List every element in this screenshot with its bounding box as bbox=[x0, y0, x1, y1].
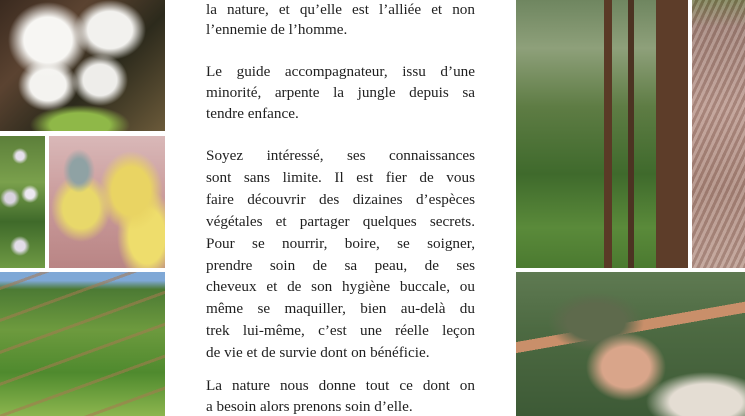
text-line: sont sans limite. Il est fier de vous bbox=[206, 169, 475, 186]
text-line: tendre enfance. bbox=[206, 105, 299, 122]
text-line: prendre soin de sa peau, de ses bbox=[206, 257, 475, 274]
text-line: Pour se nourrir, boire, se soigner, bbox=[206, 235, 475, 252]
text-line: Le guide accompagnateur, issu d’une bbox=[206, 63, 475, 80]
text-line: a besoin alors prenons soin d’elle. bbox=[206, 398, 413, 415]
cotton-photo bbox=[0, 0, 165, 131]
text-line: Soyez intéressé, ses connaissances bbox=[206, 147, 475, 164]
text-line: l’ennemie de l’homme. bbox=[206, 21, 348, 38]
text-line: de vie et de survie dont on bénéficie. bbox=[206, 344, 430, 361]
text-line: même se maquiller, bien au-delà du bbox=[206, 300, 475, 317]
text-line: faire découvrir des dizaines d’espèces bbox=[206, 191, 475, 208]
cashew-photo bbox=[49, 136, 165, 268]
text-line: végétales et partager quelques secrets. bbox=[206, 213, 475, 230]
guide-photo bbox=[516, 272, 745, 416]
text-line: minorité, arpente la jungle depuis sa bbox=[206, 84, 475, 101]
text-panel bbox=[168, 0, 514, 416]
text-line: La nature nous donne tout ce dont on bbox=[206, 377, 475, 394]
field-photo bbox=[0, 272, 165, 416]
text-line: cheveux et de son hygiène buccale, ou bbox=[206, 278, 475, 295]
straw-photo bbox=[692, 0, 745, 268]
flowers-photo bbox=[0, 136, 45, 268]
jungle-photo bbox=[516, 0, 688, 268]
text-line: trek lui-même, c’est une réelle leçon bbox=[206, 322, 475, 339]
text-line: la nature, et qu’elle est l’alliée et non bbox=[206, 1, 475, 18]
